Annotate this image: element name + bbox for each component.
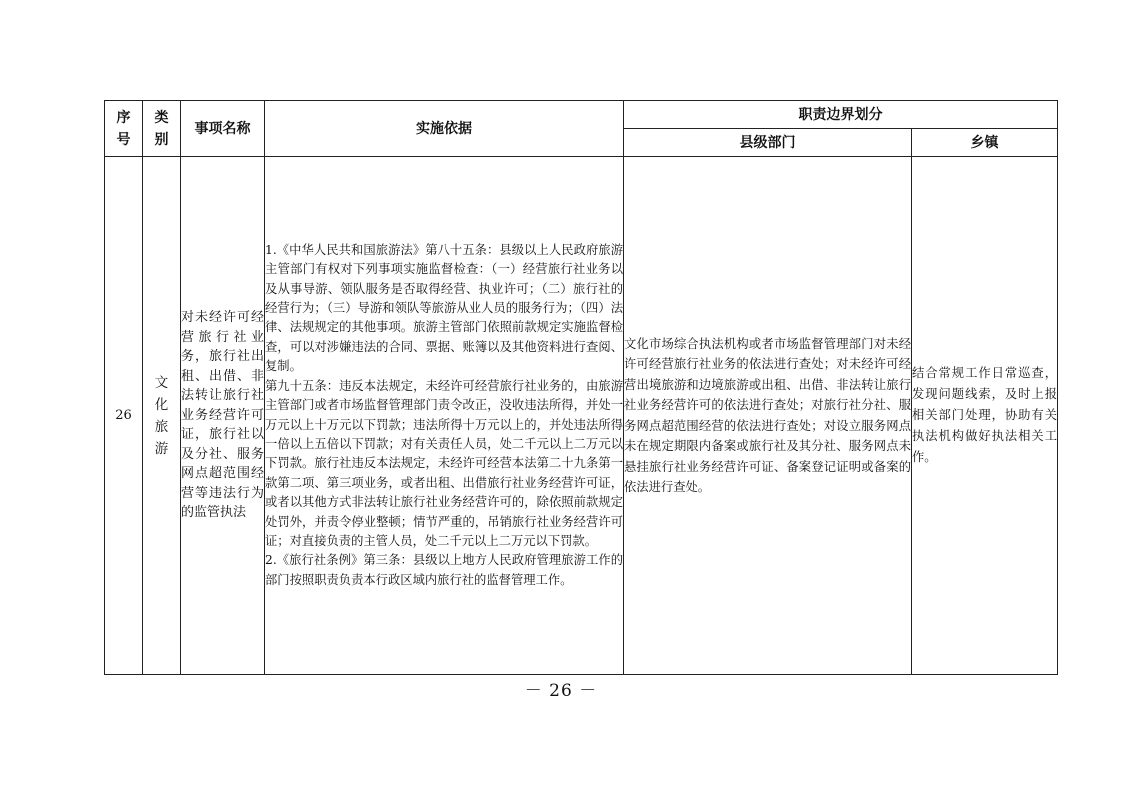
row-seq: 26 — [105, 157, 143, 675]
header-basis: 实施依据 — [265, 101, 624, 157]
header-category: 类别 — [143, 101, 181, 157]
table-row — [105, 157, 1058, 675]
row-county-duty: 文化市场综合执法机构或者市场监督管理部门对未经许可经营旅行社业务的依法进行查处；对未经许可经营出境旅游和边境旅游或出租、出借、非法转让旅行社业务经营许可的依法进行查处；对旅行社分社、服务网点超范围经营的依法进行查处；对设立服务网点未在规定期限内备案或旅行社及其分社、服务网点未悬挂旅行社业务经营许可证、备案登记证明或备案的依法进行查处。 — [624, 157, 912, 675]
header-county: 县级部门 — [624, 129, 912, 157]
basis-paragraph-3: 2.《旅行社条例》第三条：县级以上地方人民政府管理旅游工作的部门按照职责负责本行政区域内旅行社的监督管理工作。 — [265, 553, 623, 587]
basis-paragraph-1: 1.《中华人民共和国旅游法》第八十五条：县级以上人民政府旅游主管部门有权对下列事项实施监督检查：（一）经营旅行社业务以及从事导游、领队服务是否取得经营、执业许可；（二）旅行社的经营行为；（三）导游和领队等旅游从业人员的服务行为；（四）法律、法规规定的其他事项。旅游主管部门依照前款规定实施监督检查，可以对涉嫌违法的合同、票据、账簿以及其他资料进行查阅、复制。 — [265, 242, 623, 374]
header-town: 乡镇 — [912, 129, 1058, 157]
basis-paragraph-2: 第九十五条：违反本法规定，未经许可经营旅行社业务的，由旅游主管部门或者市场监督管理部门责令改正，没收违法所得，并处一万元以上十万元以下罚款；违法所得十万元以上的，并处违法所得一倍以上五倍以下罚款；对有关责任人员，处二千元以上二万元以下罚款。旅行社违反本法规定，未经许可经营本法第二十九条第一款第二项、第三项业务，或者出租、出借旅行社业务经营许可证，或者以其他方式非法转让旅行社业务经营许可的，除依照前款规定处罚外，并责令停业整顿；情节严重的，吊销旅行社业务经营许可证；对直接负责的主管人员，处二千元以上二万元以下罚款。 — [265, 378, 623, 548]
row-item-name: 对未经许可经营旅行社业务，旅行社出租、出借、非法转让旅行社业务经营许可证，旅行社以及分社、服务网点超范围经营等违法行为的监管执法 — [181, 157, 265, 675]
duty-table — [104, 100, 1058, 675]
page-number: － 26 － — [524, 681, 598, 701]
row-town-duty: 结合常规工作日常巡查，发现问题线索，及时上报相关部门处理，协助有关执法机构做好执法相关工作。 — [912, 157, 1058, 675]
header-item-name: 事项名称 — [181, 101, 265, 157]
row-basis — [265, 157, 624, 675]
row-category: 文化旅游 — [143, 157, 181, 675]
header-duty-division: 职责边界划分 — [624, 101, 1058, 129]
header-seq: 序号 — [105, 101, 143, 157]
